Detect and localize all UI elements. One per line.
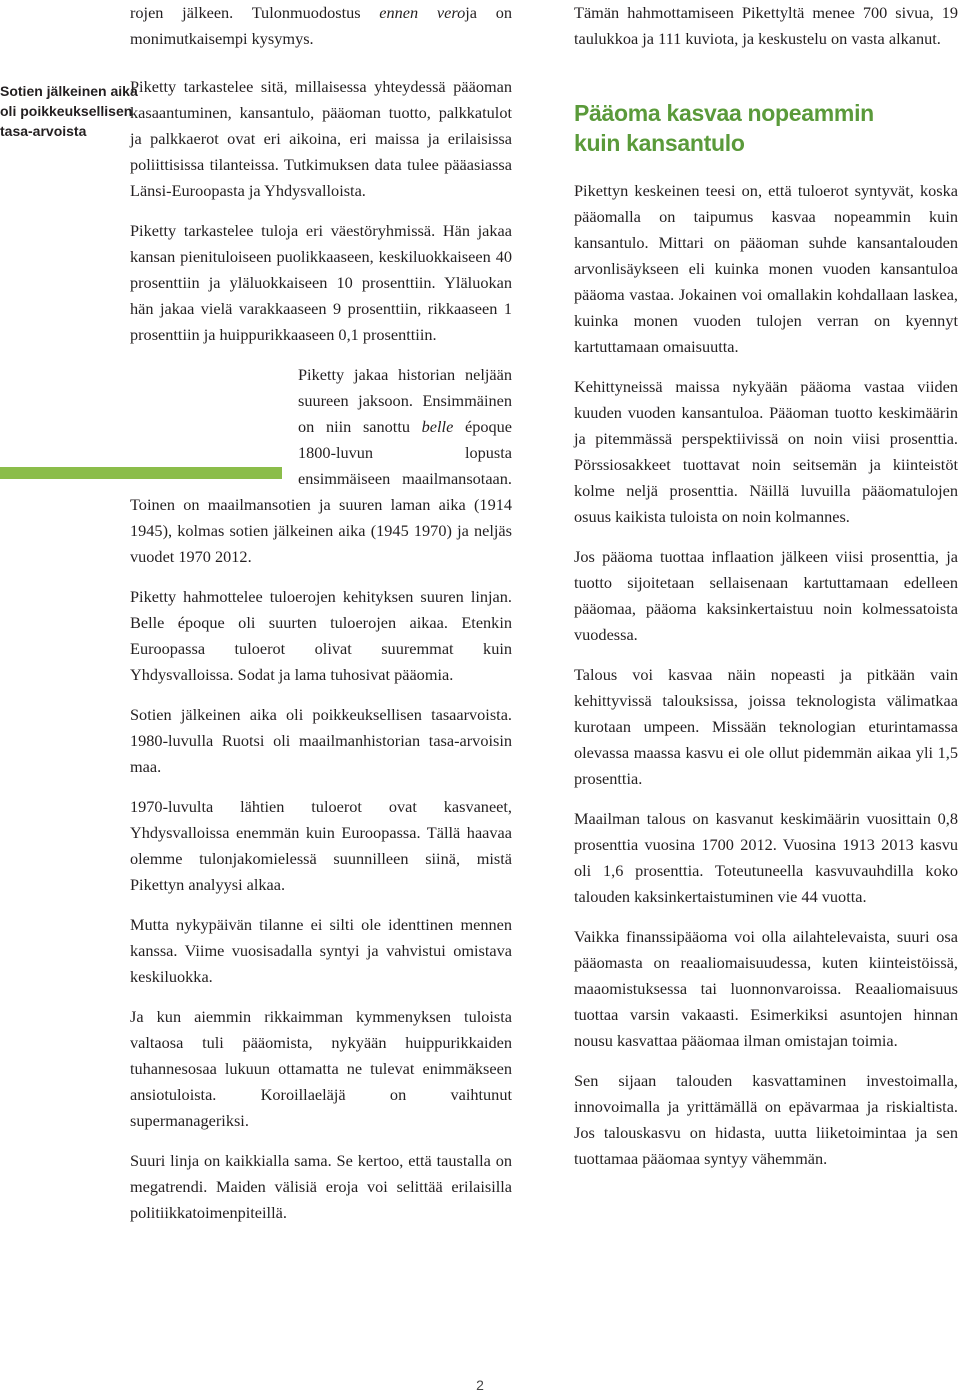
paragraph: Sen sijaan talouden kasvattaminen investoimalla, innovoimalla ja yrittämällä on epävarmaa ja riskialtista. Jos talouskasvu on hidasta, uutta liiketoimintaa ja sen tuottamaa pääomaa syntyy vähemmän. — [574, 1071, 958, 1168]
right-column — [574, 0, 958, 1186]
paragraph: 1970-luvulta lähtien tuloerot ovat kasvaneet, Yhdysvalloissa enemmän kuin Euroopassa. Tällä haavaa olemme tulonjakomielessä suunnilleen siinä, mistä Pikettyn analyysi alkaa. — [130, 797, 512, 894]
paragraph: Suuri linja on kaikkialla sama. Se kertoo, että taustalla on megatrendi. Maiden välisiä eroja voi selittää erilaisilla politiikkatoimenpiteillä. — [130, 1151, 512, 1222]
emphasis-text: ennen vero — [379, 3, 466, 22]
section-heading — [574, 98, 958, 158]
pull-quote-line: Sotien jälkeinen aika — [0, 83, 138, 99]
paragraph: Jos pääoma tuottaa inflaation jälkeen viisi prosenttia, ja tuotto sijoitetaan sellaisenaan kartuttamaan edelleen pääomaa, pääoma kaksinkertaistuu noin kolmessatoista vuodessa. — [574, 547, 958, 644]
paragraph: Mutta nykypäivän tilanne ei silti ole identtinen mennen kanssa. Viime vuosisadalla syntyi ja vahvistui omistava keskiluokka. — [130, 915, 512, 986]
pull-quote-line: tasa-arvoista — [0, 123, 87, 139]
section-heading-line: Pääoma kasvaa nopeammin — [574, 100, 874, 126]
paragraph: Vaikka finanssipääoma voi olla ailahtelevaista, suuri osa pääomasta on reaaliomaisuudessa, kuten kiinteistöissä, maaomistuksessa tai luonnonvaroissa. Reaaliomaisuus tuottaa varsin vakaasti. Esimerkiksi asuntojen hinnan nousu kasvattaa pääomaa ilman omistajan toimia. — [574, 927, 958, 1050]
paragraph: Tämän hahmottamiseen Pikettyltä menee 700 sivua, 19 taulukkoa ja 111 kuviota, ja keskustelu on vasta alkanut. — [574, 3, 958, 48]
page-number: 2 — [476, 1377, 484, 1393]
paragraph-text: ja on monimutkaisempi kysymys. — [130, 3, 512, 48]
paragraph-text: rojen jälkeen. Tulonmuodostus — [130, 3, 380, 22]
section-heading-line: kuin kansantulo — [574, 130, 745, 156]
paragraph: Piketty tarkastelee tuloja eri väestöryhmissä. Hän jakaa kansan pienituloiseen puolikkaaseen, keskiluokkaiseen 40 prosenttiin ja yläluokkaiseen 10 prosenttiin. Yläluokan hän jakaa vielä varakkaaseen 9 prosenttiin, rikkaaseen 1 prosenttiin ja huippurikkaaseen 0,1 prosenttiin. — [130, 221, 512, 344]
paragraph: Talous voi kasvaa näin nopeasti ja pitkään vain kehittyvissä talouksissa, joissa teknologista välimatkaa kurotaan umpeen. Missään teknologian eturintamassa olevassa maassa kasvu ei ole ollut pidemmän aikaa yli 1,5 prosenttia. — [574, 665, 958, 788]
paragraph: Pikettyn keskeinen teesi on, että tuloerot syntyvät, koska pääomalla on taipumus kasvaa nopeammin kuin kansantulo. Mittari on pääoman suhde kansantalouden arvonlisäykseen eli kuinka monen vuoden kansantuloa pääoma vastaa. Jokainen voi omallakin kohdallaan laskea, kuinka monen vuoden tulojen verran on kyennyt kartuttamaan omaisuutta. — [574, 181, 958, 356]
paragraph — [130, 0, 512, 52]
emphasis-text: belle — [421, 417, 454, 436]
paragraph-text: Piketty jakaa historian neljään suureen jaksoon. Ensimmäinen on niin sanottu — [298, 365, 512, 436]
paragraph: Kehittyneissä maissa nykyään pääoma vastaa viiden kuuden vuoden kansantuloa. Pääoman tuotto keskimäärin ja pitemmässä perspektiivissä on noin viisi prosenttia. Pörssiosakkeet tuottavat noin seitsemän ja kiinteistöt kolme neljä prosenttia. Näillä luvuilla pääomatulojen osuus kaikista tuloista on noin kolmannes. — [574, 377, 958, 526]
pull-quote-wrap — [130, 362, 512, 570]
paragraph: Ja kun aiemmin rikkaimman kymmenyksen tuloista valtaosa tuli pääomista, nykyään huippurikkaiden tuhannesosaa lukuun ottamatta ne tulevat enimmäkseen ansiotuloista. Koroillaeläjä on vaihtunut supermanageriksi. — [130, 1007, 512, 1130]
paragraph: Piketty tarkastelee sitä, millaisessa yhteydessä pääoman kasaantuminen, kansantulo, pääoman tuotto, palkkatulot ja palkkaerot ovat eri aikoina, eri maissa ja erilaisissa poliittisissa tilanteissa. Tutkimuksen data tulee pääasiassa Länsi-Euroopasta ja Yhdysvalloista. — [130, 77, 512, 200]
pull-quote-line: oli poikkeuksellisen — [0, 103, 133, 119]
paragraph: Maailman talous on kasvanut keskimäärin vuosittain 0,8 prosenttia vuosina 1700 2012. Vuosina 1913 2013 kasvu oli 1,6 prosenttia. Toteutuneella kasvuvauhdilla koko talouden kaksinkertaistuminen vie 44 vuotta. — [574, 809, 958, 906]
paragraph: Sotien jälkeinen aika oli poikkeuksellisen tasaarvoista. 1980-luvulla Ruotsi oli maailmanhistorian tasa-arvoisin maa. — [130, 705, 512, 776]
paragraph-text: époque 1800-luvun lopusta ensimmäiseen maailmansotaan. Toinen on maailmansotien ja suuren laman aika (1914 1945), kolmas sotien jälkeinen aika (1945 1970) ja neljäs vuodet 1970 2012. — [130, 417, 512, 566]
paragraph: Piketty hahmottelee tuloerojen kehityksen suuren linjan. Belle époque oli suurten tuloerojen aikaa. Etenkin Euroopassa tuloerot olivat suuremmat kuin Yhdysvalloissa. Sodat ja lama tuhosivat pääomia. — [130, 587, 512, 684]
left-column — [130, 0, 512, 1240]
